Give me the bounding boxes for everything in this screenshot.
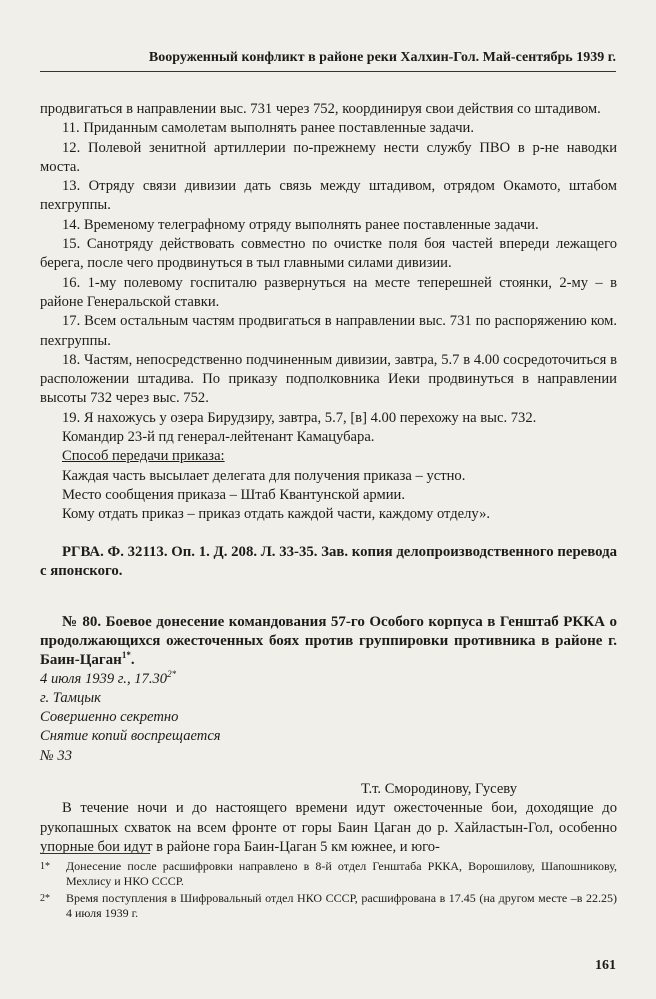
page-number: 161 — [595, 958, 616, 973]
method-line-1: Каждая часть высылает делегата для получения приказа – устно. — [62, 467, 466, 484]
order-item-13: 13. Отряду связи дивизии дать связь между штадивом, отрядом Окамото, штабом пехгруппы. — [40, 178, 617, 214]
secrecy-stamp: Совершенно секретно — [40, 709, 179, 726]
footnote-2 — [40, 891, 617, 921]
order-item-14: 14. Временому телеграфному отряду выполнять ранее поставленные задачи. — [62, 216, 539, 233]
archive-reference: РГВА. Ф. 32113. Оп. 1. Д. 208. Л. 33-35. Зав. копия делопроизводственного перевода с японского. — [40, 543, 617, 579]
footnote-1 — [40, 859, 617, 889]
order-item-16: 16. 1-му полевому госпиталю развернуться на месте теперешней стоянки, 2-му – в районе Генеральской ставки. — [40, 274, 617, 310]
footnote-rule — [40, 853, 150, 854]
footnotes — [40, 853, 617, 923]
footnote-ref-1: 1* — [121, 649, 131, 660]
paragraph-continuation: продвигаться в направлении выс. 731 через 752, координируя свои действия со штадивом. — [40, 101, 601, 117]
document-date — [40, 670, 617, 689]
copy-ban: Снятие копий воспрещается — [40, 728, 221, 745]
footnote-text: Время поступления в Шифровальный отдел НКО СССР, расшифрована в 17.45 (на другом месте –в 22.25) 4 июля 1939 г. — [66, 891, 617, 920]
body-text — [40, 100, 617, 857]
running-head: Вооруженный конфликт в районе реки Халхин-Гол. Май-сентябрь 1939 г. — [40, 50, 616, 72]
method-heading — [40, 447, 617, 466]
document-date-text: 4 июля 1939 г., 17.30 — [40, 670, 168, 687]
document-number: № 33 — [40, 747, 73, 764]
method-line-2: Место сообщения приказа – Штаб Квантунской армии. — [62, 486, 406, 503]
commander-signature: Командир 23-й пд генерал-лейтенант Камацубара. — [62, 429, 375, 446]
method-heading-text: Способ передачи приказа: — [62, 448, 225, 465]
method-line-3: Кому отдать приказ – приказ отдать каждой части, каждому отделу». — [62, 506, 491, 523]
addressee: Т.т. Смородинову, Гусеву — [361, 781, 517, 798]
document-title-text: № 80. Боевое донесение командования 57-го Особого корпуса в Генштаб РККА о продолжающихся ожесточенных боях против группировки противника в районе г. Баин-Цаган — [40, 613, 617, 668]
order-item-12: 12. Полевой зенитной артиллерии по-прежнему нести службу ПВО в р-не наводки моста. — [40, 139, 617, 175]
order-item-18: 18. Частям, непосредственно подчиненным дивизии, завтра, 5.7 в 4.00 сосредоточиться в расположении штадива. По приказу подполковника Иеки продвинуться в направлении высоты 732 через выс. 752. — [40, 351, 617, 407]
order-item-19: 19. Я нахожусь у озера Бирудзиру, завтра, 5.7, [в] 4.00 перехожу на выс. 732. — [62, 409, 537, 426]
footnote-mark: 1* — [40, 861, 50, 872]
report-text: В течение ночи и до настоящего времени идут ожесточенные бои, доходящие до рукопашных схваток на всем фронте от горы Баин Цаган до р. Хайластын-Гол, особенно упорные бои идут в районе гора Баин-Цаган 5 км южнее, и юго- — [40, 800, 617, 855]
footnote-mark: 2* — [40, 893, 50, 904]
footnote-text: Донесение после расшифровки направлено в 8-й отдел Генштаба РККА, Ворошилову, Шапошникову, Мехлису и НКО СССР. — [66, 859, 617, 888]
order-item-15: 15. Санотряду действовать совместно по очистке поля боя частей впереди лежащего берега, после чего продвинуться в тыл главными силами дивизии. — [40, 236, 617, 272]
order-item-17: 17. Всем остальным частям продвигаться в направлении выс. 731 по распоряжению ком. пехгруппы. — [40, 313, 617, 349]
footnote-ref-2: 2* — [167, 668, 177, 679]
document-place: г. Тамцык — [40, 689, 102, 706]
document-title: № 80. Боевое донесение командования 57-го Особого корпуса в Генштаб РККА о продолжающихся ожесточенных боях против группировки противника в районе г. Баин-Цаган$^{1*}$. — [40, 613, 617, 668]
order-item-11: 11. Приданным самолетам выполнять ранее поставленные задачи. — [62, 120, 474, 137]
